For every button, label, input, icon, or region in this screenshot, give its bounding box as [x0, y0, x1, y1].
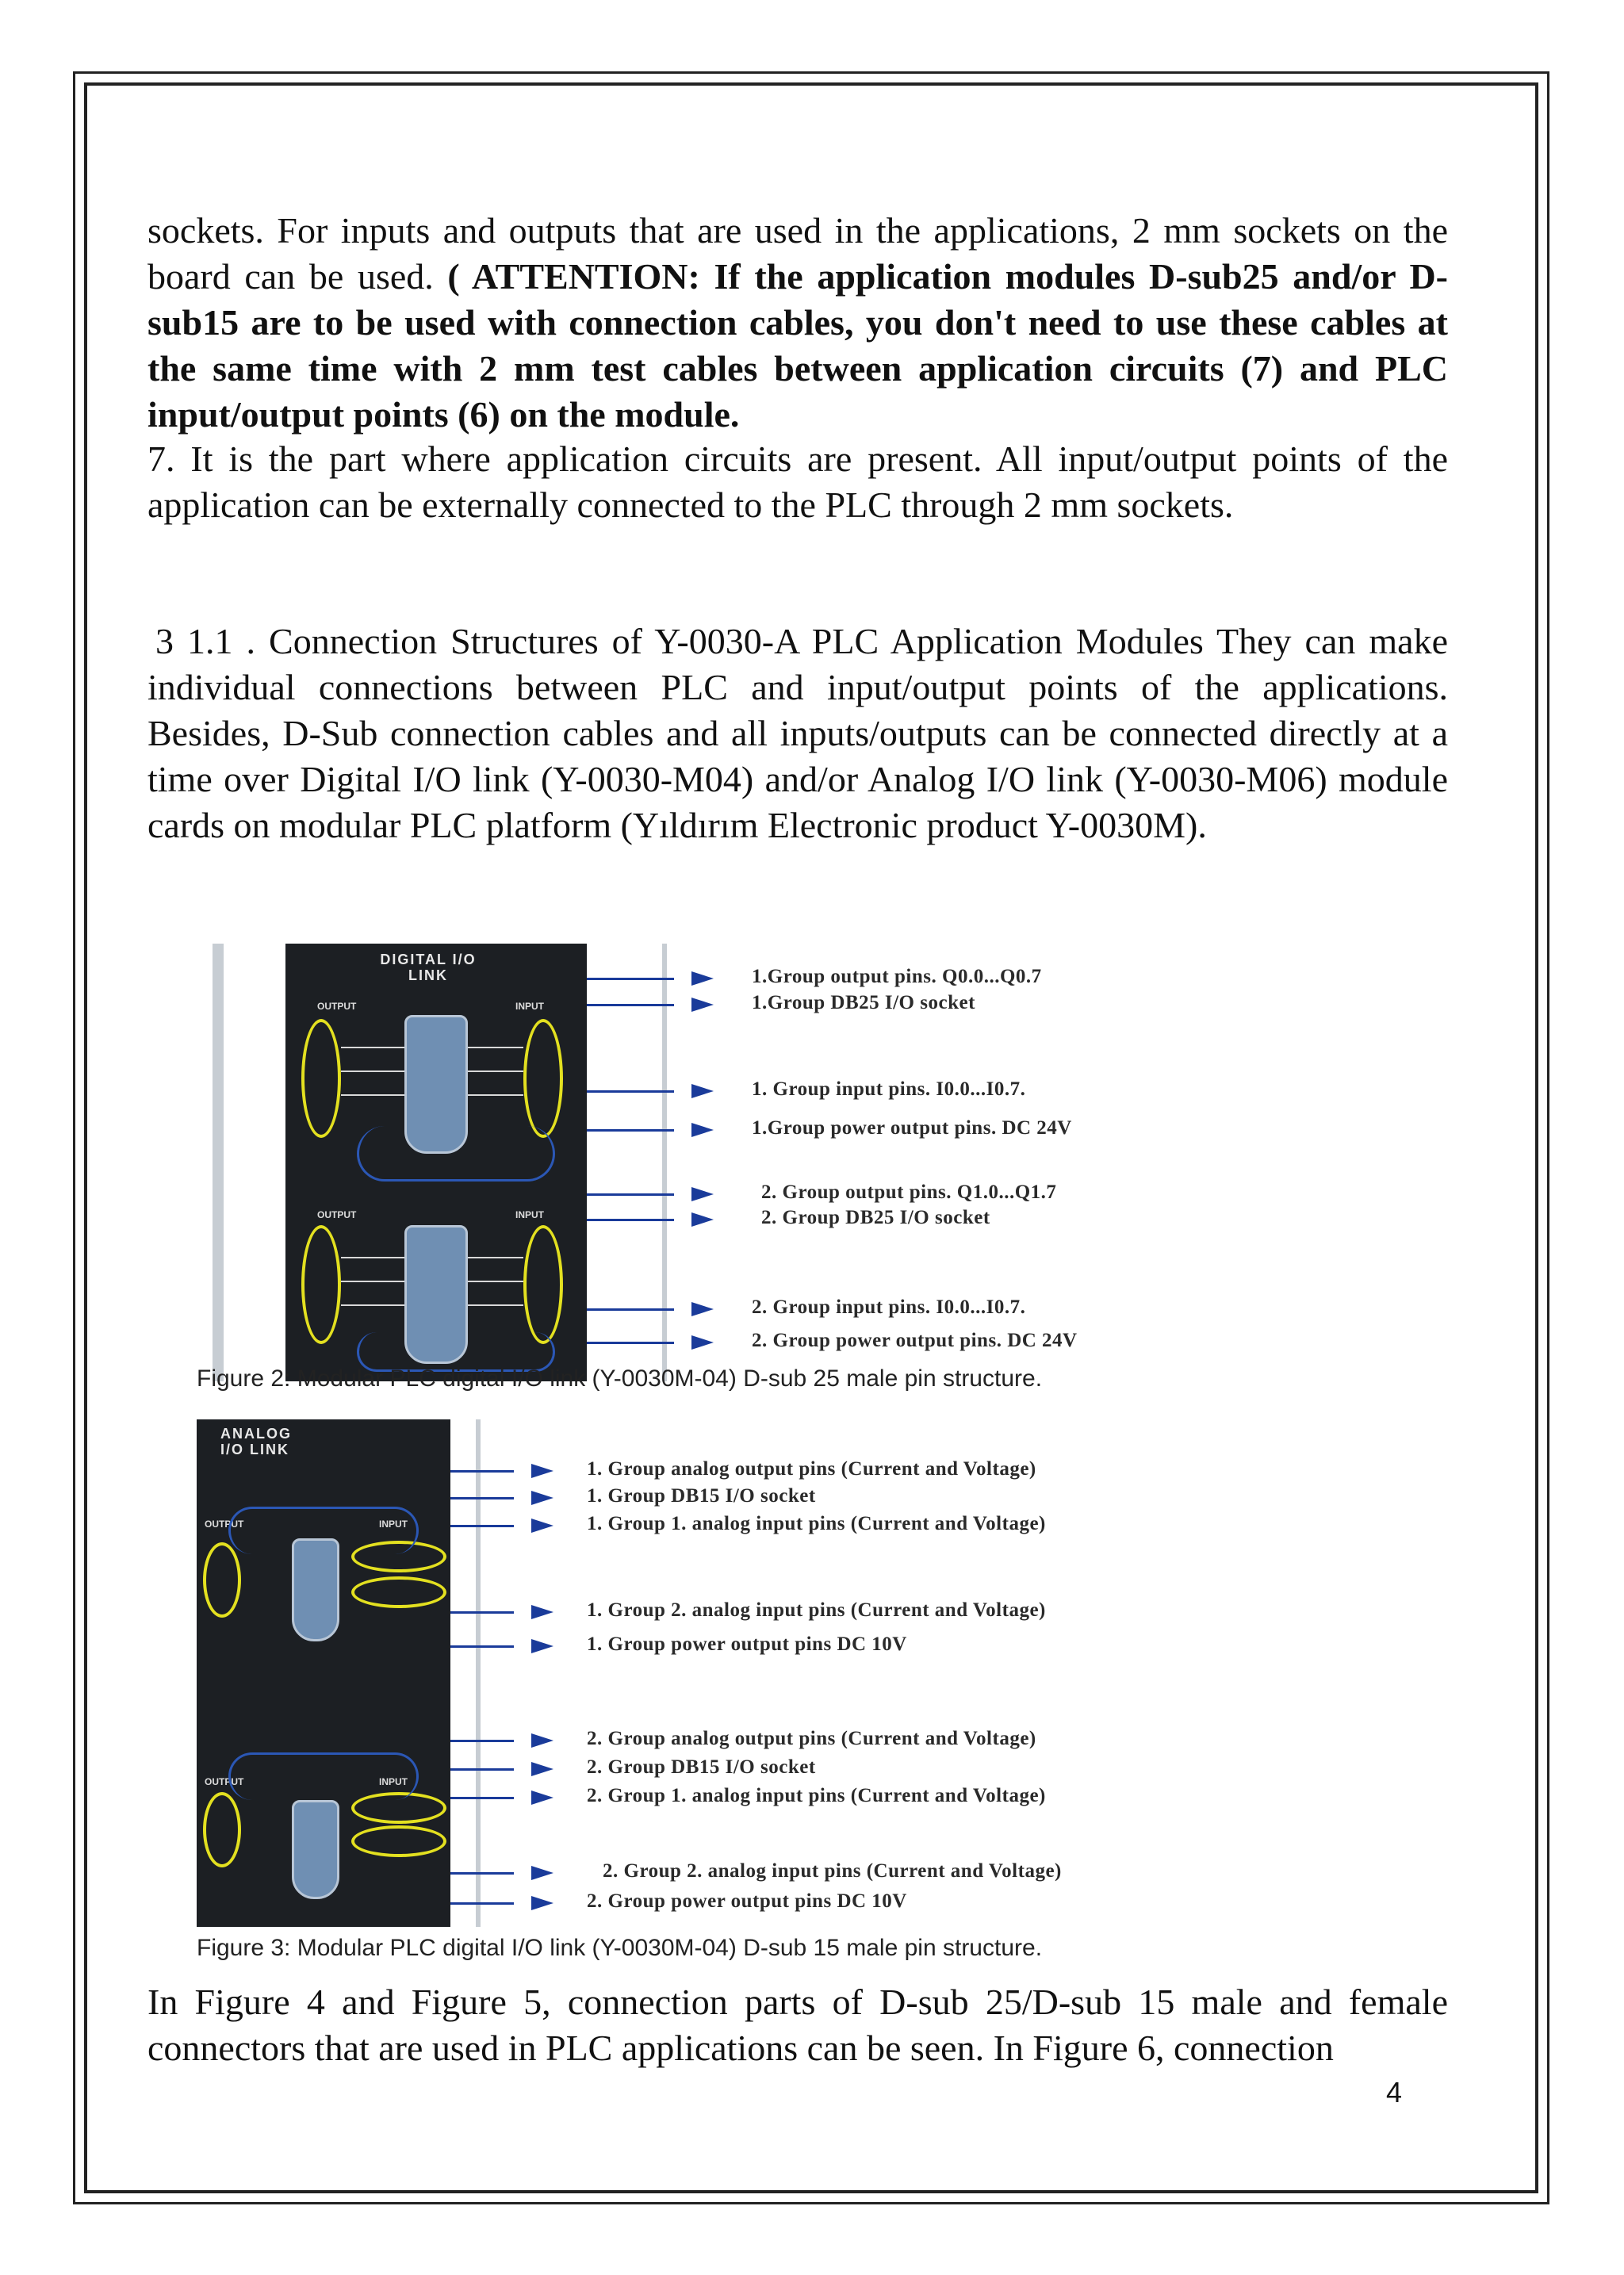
analog-io-panel — [197, 1419, 450, 1927]
callout-fig3-7: 2. Group DB15 I/O socket — [587, 1756, 816, 1778]
output-label-2: OUTPUT — [317, 1209, 357, 1220]
callout-fig2-6: 2. Group DB25 I/O socket — [761, 1207, 990, 1228]
input-label-2: INPUT — [515, 1209, 544, 1220]
callout-fig2-3: 1. Group input pins. I0.0...I0.7. — [752, 1078, 1026, 1100]
callout-fig3-6: 2. Group analog output pins (Current and Voltage) — [587, 1728, 1036, 1749]
callout-fig3-2: 1. Group DB15 I/O socket — [587, 1485, 816, 1507]
callout-fig2-2: 1.Group DB25 I/O socket — [752, 992, 975, 1013]
digital-io-panel — [285, 944, 587, 1381]
input-label-1: INPUT — [515, 1001, 544, 1012]
callout-fig3-9: 2. Group 2. analog input pins (Current and Voltage) — [603, 1860, 1062, 1882]
paragraph-item-7: 7. It is the part where application circuits are present. All input/output points of the application can be externally connected to the PLC through 2 mm sockets. — [147, 439, 1448, 525]
callout-fig3-1: 1. Group analog output pins (Current and Voltage) — [587, 1458, 1036, 1480]
callout-fig2-1: 1.Group output pins. Q0.0...Q0.7 — [752, 966, 1042, 987]
paragraph-attention-bold: ( ATTENTION: If the application modules D-sub25 and/or D-sub15 are to be used with connection cables, you don't need to use these cables at the same time with 2 mm test cables between application circuits (7) and PLC input/output points (6) on the module. — [147, 256, 1449, 435]
output-label-4: OUTPUT — [205, 1776, 244, 1787]
figure-2-caption: Figure 2: Modular PLC digital I/O link (Y-0030M-04) D-sub 25 male pin structure. — [197, 1365, 1043, 1392]
output-label-3: OUTPUT — [205, 1519, 244, 1530]
input-label-3: INPUT — [379, 1519, 408, 1530]
figure-2 — [197, 936, 1316, 1396]
callout-fig3-10: 2. Group power output pins DC 10V — [587, 1890, 907, 1912]
callout-fig3-5: 1. Group power output pins DC 10V — [587, 1633, 907, 1655]
callout-fig3-3: 1. Group 1. analog input pins (Current and Voltage) — [587, 1513, 1046, 1534]
paragraph-figure-4-5: In Figure 4 and Figure 5, connection parts of D-sub 25/D-sub 15 male and female connectors that are used in PLC applications can be seen. In Figure 6, connection — [147, 1982, 1448, 2068]
digital-panel-title: DIGITAL I/O LINK — [380, 952, 477, 983]
callout-fig3-4: 1. Group 2. analog input pins (Current and Voltage) — [587, 1599, 1046, 1621]
paragraph-attention-normal: sockets. For inputs and outputs that are used in the applications, 2 mm sockets on the board can be used. — [147, 210, 1448, 297]
output-label-1: OUTPUT — [317, 1001, 357, 1012]
callout-fig2-7: 2. Group input pins. I0.0...I0.7. — [752, 1296, 1026, 1318]
paragraph-connection-structures: 3 1.1 . Connection Structures of Y-0030-A PLC Application Modules They can make individual connections between PLC and input/output points of the applications. Besides, D-Sub connection cables and all inputs/outputs can be connected directly at a time over Digital I/O link (Y-0030-M04) and/or Analog I/O link (Y-0030-M06) module cards on modular PLC platform (Yıldırım Electronic product Y-0030M). — [147, 621, 1448, 845]
callout-fig2-8: 2. Group power output pins. DC 24V — [752, 1330, 1078, 1351]
figure-3-caption: Figure 3: Modular PLC digital I/O link (Y-0030M-04) D-sub 15 male pin structure. — [197, 1935, 1043, 1961]
callout-fig3-8: 2. Group 1. analog input pins (Current and Voltage) — [587, 1785, 1046, 1806]
figure-3 — [190, 1419, 1300, 1974]
paragraph-attention — [147, 208, 1448, 438]
db15-socket-2 — [292, 1800, 339, 1899]
page-number: 4 — [1386, 2076, 1403, 2108]
input-label-4: INPUT — [379, 1776, 408, 1787]
callout-fig2-4: 1.Group power output pins. DC 24V — [752, 1117, 1072, 1139]
analog-panel-title: ANALOG I/O LINK — [220, 1426, 292, 1457]
callout-fig2-5: 2. Group output pins. Q1.0...Q1.7 — [761, 1182, 1057, 1203]
